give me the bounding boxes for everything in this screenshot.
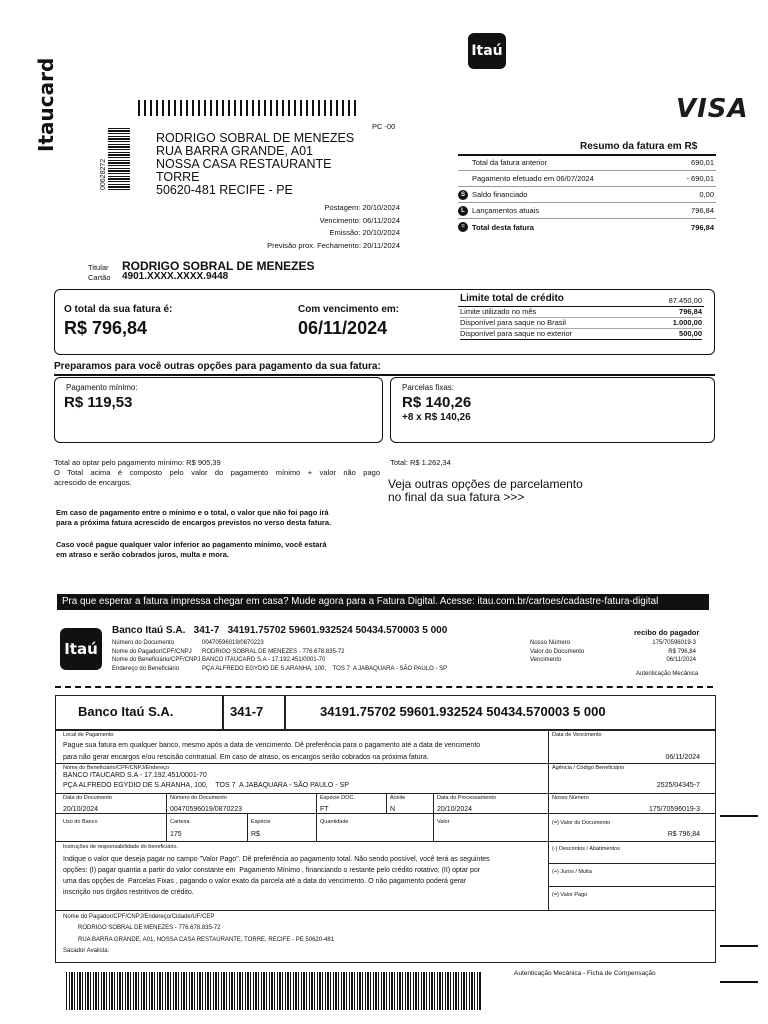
- resumo-title: Resumo da fatura em R$: [580, 141, 698, 152]
- recibo-bank-line: Banco Itaú S.A. 341-7 34191.75702 59601.932524 50434.570003 5 000: [112, 625, 448, 636]
- installments-cta[interactable]: Veja outras opções de parcelamento no final da sua fatura >>>: [388, 477, 583, 504]
- instructions: Indique o valor que deseja pagar no campo "Valor Pago". Dê preferência ao pagamento total. Não sendo possível, você terá as seguintes opções: (I) pagar quantia a partir do valor constante em Pagamento Mínimo , financiando o restante pelo crédito rotativo; (II) optar por uma das opções de Parcelas Fixas , pagando o valor exato da parcela até a data do vencimento. O não pagamento poderá gerar inscrição nos órgãos restritivos de crédito.: [63, 856, 490, 896]
- notice-partial: Em caso de pagamento entre o mínimo e o total, o valor que não foi pago irá para a próxima fatura acrescido de encargos previstos no verso desta fatura.: [56, 508, 332, 527]
- boleto-bank-name: Banco Itaú S.A.: [78, 704, 174, 719]
- min-payment-value: R$ 119,53: [64, 394, 133, 411]
- agencia-label: Agência / Código Beneficiário: [552, 765, 625, 771]
- limit-title: Limite total de crédito: [460, 293, 564, 304]
- especie-doc-value: FT: [320, 806, 329, 813]
- quantidade-label: Quantidade: [320, 819, 349, 825]
- pagador-line-2: RUA BARRA GRANDE, A01, NOSSA CASA RESTAURANTE, TORRE, RECIFE - PE 50620-481: [78, 937, 335, 943]
- notice-late: Caso você pague qualquer valor inferior ao pagamento mínimo, você estará em atraso e serão cobrados juros, multa e mora.: [56, 540, 327, 559]
- options-heading: Preparamos para você outras opções para pagamento da sua fatura:: [54, 361, 381, 372]
- num-doc-value: 00470596019/0870223: [170, 806, 243, 813]
- boleto-frame: [55, 695, 716, 963]
- especie-label: Espécie: [251, 819, 271, 825]
- limit-row: Disponível para saque no exterior 500,00: [460, 329, 702, 338]
- local-text-2: para não gerar encargos e/ou rescisão contratual. Em caso de atraso, os encargos serão cobrados na próxima fatura.: [63, 754, 429, 761]
- boleto-linha-digitavel: 34191.75702 59601.932524 50434.570003 5 000: [320, 704, 606, 719]
- uso-label: Uso do Banco: [63, 819, 98, 825]
- aceite-label: Aceite: [390, 795, 406, 801]
- local-label: Local de Pagamento: [63, 732, 114, 738]
- juros-label: (+) Juros / Multa: [552, 869, 592, 875]
- installments-more: +8 x R$ 140,26: [402, 412, 471, 423]
- digital-invoice-banner[interactable]: Pra que esperar a fatura impressa chegar em casa? Mude agora para a Fatura Digital. Acesse: itau.com.br/cartoes/cadastre-fatura-digital: [57, 594, 709, 610]
- due-label: Com vencimento em:: [298, 304, 400, 315]
- data-proc-value: 20/10/2024: [437, 806, 473, 813]
- instr-label: Instruções de responsabilidade do beneficiário.: [63, 844, 178, 850]
- benef-label: Nome do Beneficiário/CPF/CNPJ/Endereço: [63, 765, 170, 771]
- options-divider: [54, 374, 715, 376]
- limit-total: 87.450,00: [668, 296, 702, 305]
- total-icon: =: [458, 222, 468, 232]
- carteira-value: 175: [170, 831, 182, 838]
- vertical-code: 00628272: [100, 158, 107, 190]
- recibo-fields: Número do Documento 00470596019/0870223 Nome do Pagador/CPF/CNPJ RODRIGO SOBRAL DE MENEZES - 776.678.835-72 Nome do Beneficiário/CPF/CNPJ BANCO ITAUCARD S.A - 17.192.451/0001-70 Endereço do Beneficiário PÇA ALFREDO EGYDIO DE S.ARANHA, 100, TOS 7 A JABAQUARA - SÃO PAULO - SP: [112, 640, 448, 672]
- num-doc-label: Número do Documento: [170, 795, 227, 801]
- installments-label: Parcelas fixas:: [402, 383, 455, 392]
- cartao-label: Cartão: [88, 273, 111, 282]
- aceite-value: N: [390, 806, 396, 813]
- saldo-icon: S: [458, 190, 468, 200]
- cut-line: [55, 686, 713, 688]
- data-proc-label: Data do Processamento: [437, 795, 497, 801]
- total-value: R$ 796,84: [64, 318, 148, 338]
- total-label: O total da sua fatura é:: [64, 304, 173, 315]
- recibo-title: recibo do pagador: [634, 628, 700, 637]
- pago-label: (=) Valor Pago: [552, 892, 588, 898]
- dates-block: [230, 202, 400, 252]
- installments-total: Total: R$ 1.262,34: [390, 458, 451, 467]
- side-mark: [720, 981, 758, 983]
- visa-logo: VISA: [676, 94, 749, 124]
- data-doc-label: Data do Documento: [63, 795, 112, 801]
- pagador-line-1: RODRIGO SOBRAL DE MENEZES - 776.678.835-72: [78, 925, 221, 931]
- pc-code: PC -00: [372, 122, 396, 131]
- side-mark: [720, 945, 758, 947]
- itau-logo-text: Itaú: [471, 43, 503, 59]
- data-doc-value: 20/10/2024: [63, 806, 99, 813]
- installments-value: R$ 140,26: [402, 394, 472, 411]
- nosso-value: 175/70596019-3: [649, 806, 700, 813]
- address-line: NOSSA CASA RESTAURANTE: [156, 157, 332, 171]
- side-mark: [720, 815, 758, 817]
- recibo-auth: Autenticação Mecânica: [636, 671, 699, 677]
- benef-text-2: PÇA ALFREDO EGYDIO DE S.ARANHA, 100, TOS 7 A JABAQUARA - SÃO PAULO - SP: [63, 782, 349, 789]
- min-payment-label: Pagamento mínimo:: [66, 383, 138, 392]
- lancamentos-icon: L: [458, 206, 468, 216]
- payment-barcode: [66, 972, 482, 1010]
- avalista-label: Sacador Avalista:: [63, 948, 110, 954]
- venc-label: Data de Vencimento: [552, 732, 602, 738]
- address-line: 50620-481 RECIFE - PE: [156, 183, 293, 197]
- previsao-date: Previsão prox. Fechamento: 20/11/2024: [267, 240, 400, 250]
- emissao-date: Emissão: 20/10/2024: [329, 228, 400, 237]
- itau-logo-recibo: [60, 628, 102, 670]
- boleto-bank-code: 341-7: [230, 704, 264, 719]
- pagador-label: Nome do Pagador/CPF/CNPJ/Endereço/Cidade/UF/CEP: [63, 914, 215, 920]
- descontos-label: (-) Descontos / Abatimentos: [552, 846, 620, 852]
- ficha-caption: Autenticação Mecânica - Ficha de Compensação: [514, 970, 656, 977]
- address-line: RUA BARRA GRANDE, A01: [156, 144, 314, 158]
- vertical-barcode: [108, 128, 130, 190]
- resumo-row: L Lançamentos atuais 796,84: [458, 203, 716, 219]
- resumo-row: S Saldo financiado 0,00: [458, 187, 716, 203]
- cartao-number: 4901.XXXX.XXXX.9448: [122, 271, 229, 282]
- titular-label: Titular: [88, 263, 109, 272]
- valor-label: Valor: [437, 819, 450, 825]
- titular-name: RODRIGO SOBRAL DE MENEZES: [122, 259, 315, 273]
- itaucard-side-logo: Itaucard: [34, 57, 58, 152]
- itau-logo: [468, 33, 506, 69]
- itau-logo-text: Itaú: [64, 640, 98, 658]
- local-text-1: Pague sua fatura em qualquer banco, mesmo após a data de vencimento. Dê preferência para o pagamento até a data de vencimento: [63, 742, 481, 749]
- postal-barcode: [138, 100, 360, 116]
- address-line: RODRIGO SOBRAL DE MENEZES: [156, 131, 355, 145]
- valor-doc-label: (=) Valor do Documento: [552, 820, 611, 826]
- resumo-row: Pagamento efetuado em 06/07/2024 - 690,01: [458, 171, 716, 187]
- resumo-row: Total da fatura anterior 690,01: [458, 155, 716, 171]
- limit-row: Disponível para saque no Brasil 1.000,00: [460, 318, 702, 327]
- limit-row: Limite utilizado no mês 796,84: [460, 307, 702, 316]
- venc-value: 06/11/2024: [665, 754, 700, 761]
- postagem-date: Postagem: 20/10/2024: [324, 203, 400, 212]
- valor-doc-value: R$ 796,84: [667, 831, 700, 838]
- due-value: 06/11/2024: [298, 318, 388, 338]
- nosso-label: Nosso Número: [552, 795, 589, 801]
- recibo-right-fields: Nosso Número 175/70596019-3 Valor do Documento R$ 796,84 Vencimento 06/11/2024: [530, 640, 696, 663]
- address-block: [156, 132, 354, 197]
- resumo-row-total: = Total desta fatura 796,84: [458, 219, 716, 235]
- vencimento-date: Vencimento: 06/11/2024: [319, 215, 400, 225]
- especie-doc-label: Espécie DOC.: [320, 795, 355, 801]
- especie-value: R$: [251, 831, 260, 838]
- carteira-label: Carteira: [170, 819, 190, 825]
- min-total-text: Total ao optar pelo pagamento mínimo: R$ 905,39 O Total acima é composto pelo valor do pagamento mínimo + valor não pago acrescido de encargos.: [54, 458, 380, 487]
- address-line: TORRE: [156, 170, 200, 184]
- agencia-value: 2525/04345-7: [656, 782, 700, 789]
- benef-text-1: BANCO ITAUCARD S.A - 17.192.451/0001-70: [63, 772, 207, 779]
